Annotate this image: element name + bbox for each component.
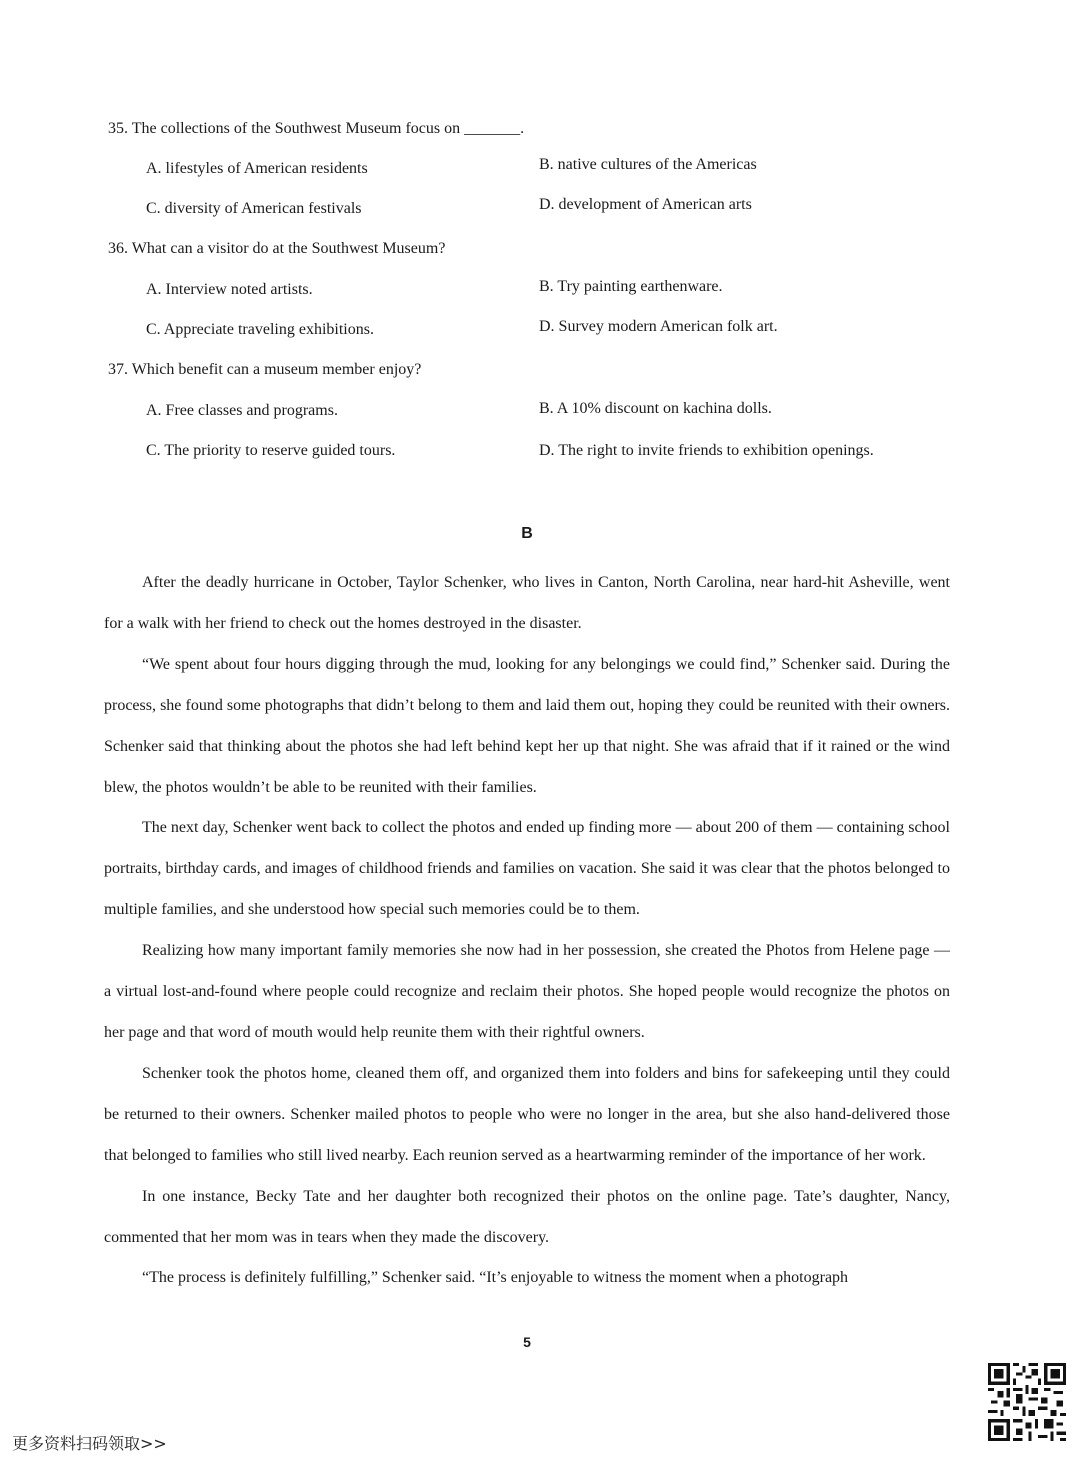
- question-36-option-c: C. Appreciate traveling exhibitions.: [146, 321, 374, 338]
- question-35-option-a: A. lifestyles of American residents: [146, 160, 368, 177]
- section-heading: B: [521, 525, 533, 542]
- page-number: 5: [523, 1334, 531, 1350]
- question-36-option-d: D. Survey modern American folk art.: [539, 318, 778, 335]
- passage-paragraph: After the deadly hurricane in October, Taylor Schenker, who lives in Canton, North Carolina, near hard-hit Asheville, went for a walk with her friend to check out the homes destroyed in the disaster.: [104, 574, 950, 632]
- question-37-option-c: C. The priority to reserve guided tours.: [146, 442, 396, 459]
- passage-paragraph: Schenker took the photos home, cleaned them off, and organized them into folders and bins for safekeeping until they could be returned to their owners. Schenker mailed photos to people who were no longer in the area, but she also hand-delivered those that belonged to families who still lived nearby. Each reunion served as a heartwarming reminder of the importance of her work.: [104, 1064, 950, 1164]
- question-36-option-b: B. Try painting earthenware.: [539, 278, 723, 295]
- passage-paragraph: “We spent about four hours digging through the mud, looking for any belongings we could find,” Schenker said. During the process, she found some photographs that didn’t belong to them and laid them out, hoping they could be reunited with their owners. Schenker said that thinking about the photos she had left behind kept her up that night. She was afraid that if it rained or the wind blew, the photos wouldn’t be able to be reunited with their families.: [104, 655, 950, 796]
- question-35-stem: 35. The collections of the Southwest Museum focus on _______.: [108, 120, 525, 137]
- question-36-stem: 36. What can a visitor do at the Southwest Museum?: [108, 240, 446, 257]
- more-resources-link[interactable]: 更多资料扫码领取>>: [12, 1434, 167, 1453]
- passage-paragraph: Realizing how many important family memories she now had in her possession, she created the Photos from Helene page — a virtual lost-and-found where people could recognize and reclaim their photos. She hoped people would recognize the photos on her page and that word of mouth would help reunite them with their rightful owners.: [104, 942, 950, 1041]
- question-37-option-d: D. The right to invite friends to exhibition openings.: [539, 442, 874, 459]
- question-37-option-a: A. Free classes and programs.: [146, 402, 338, 419]
- question-35-option-d: D. development of American arts: [539, 196, 752, 213]
- question-37-stem: 37. Which benefit can a museum member enjoy?: [108, 361, 422, 378]
- qr-code-icon[interactable]: [988, 1363, 1066, 1441]
- question-37-option-b: B. A 10% discount on kachina dolls.: [539, 400, 772, 417]
- passage-paragraph: The next day, Schenker went back to collect the photos and ended up finding more — about 200 of them — containing school portraits, birthday cards, and images of childhood friends and families on vacation. She said it was clear that the photos belonged to multiple families, and she understood how special such memories could be to them.: [104, 819, 950, 919]
- passage-paragraph: “The process is definitely fulfilling,” Schenker said. “It’s enjoyable to witness the moment when a photograph: [142, 1269, 849, 1287]
- question-35-option-b: B. native cultures of the Americas: [539, 156, 757, 173]
- passage-paragraph: In one instance, Becky Tate and her daughter both recognized their photos on the online page. Tate’s daughter, Nancy, commented that her mom was in tears when they made the discovery.: [104, 1187, 950, 1246]
- reading-passage: [104, 563, 950, 1299]
- question-36-option-a: A. Interview noted artists.: [146, 281, 313, 298]
- question-35-option-c: C. diversity of American festivals: [146, 200, 362, 217]
